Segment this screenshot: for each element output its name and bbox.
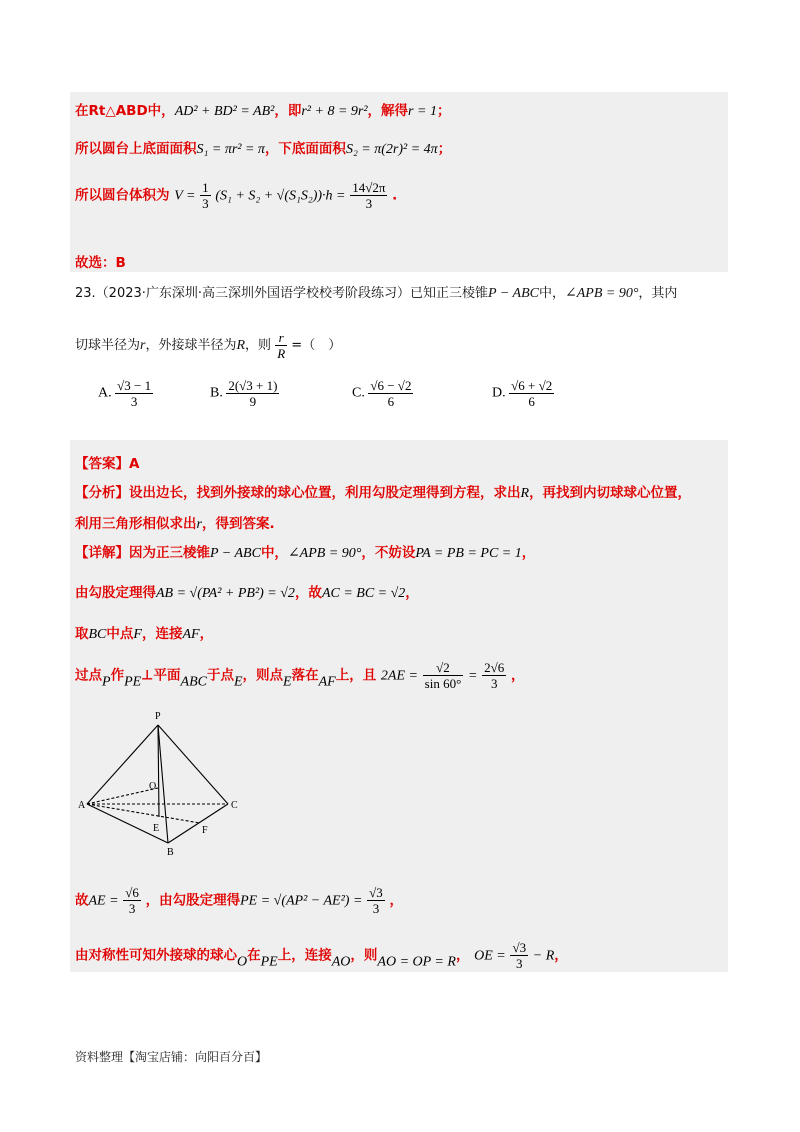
label-A: A — [78, 800, 86, 811]
fraction: $\frac{1}{3}$ — [202, 180, 209, 211]
sol22-line3: 所以圆台体积为 V = $\frac{1}{3}$ (S₁ + S₂ + √(S₁S₂))·h = $\frac{14√2\pi}{3}$ . — [75, 180, 398, 211]
segment-AO — [87, 788, 158, 804]
footer-source: 资料整理【淘宝店铺：向阳百分百】 — [75, 1050, 268, 1064]
detail-line2: 由勾股定理得AB = √(PA² + PB²) = √2，故AC = BC = √2， — [75, 585, 419, 601]
label-P: P — [155, 711, 161, 722]
answer: 【答案】A — [75, 456, 140, 472]
question-23-line1: 23.（2023·广东深圳·高三深圳外国语学校校考阶段练习）已知正三棱锥P − ABC中，∠APB = 90°，其内 — [75, 286, 678, 301]
detail-line4: 过点P作PE⊥平面ABC于点E，则点E落在AF上，且 2AE = $\frac{√2}{\sin 60^\circ}$ = $\frac{2√6}{3}$ ， — [75, 660, 525, 691]
label-B: B — [167, 847, 174, 858]
detail-line3: 取BC中点F，连接AF， — [75, 626, 214, 642]
sol22-choice: 故选：B — [75, 255, 126, 271]
option-d: D. $\frac{√6 + √2}{6}$ — [492, 378, 553, 409]
detail-line1: 【详解】因为正三棱锥P − ABC中，∠APB = 90°，不妨设PA = PB = PC = 1， — [75, 545, 536, 561]
label-E: E — [153, 823, 160, 834]
option-b: B. $\frac{2(√3 + 1)}{9}$ — [210, 378, 278, 409]
option-a: A. $\frac{√3 - 1}{3}$ — [98, 378, 152, 409]
question-23-line2: 切球半径为r，外接球半径为R，则 $\frac{r}{R}$ =（ ） — [75, 330, 342, 361]
fraction: $\frac{√2}{\sin 60^\circ}$ — [424, 660, 462, 691]
label-F: F — [202, 825, 208, 836]
fraction: $\frac{√3}{3}$ — [369, 885, 383, 916]
option-c: C. $\frac{√6 - √2}{6}$ — [352, 378, 412, 409]
segment-AF — [87, 804, 200, 823]
fraction: $\frac{14√2\pi}{3}$ — [352, 180, 386, 211]
analysis-line1: 【分析】设出边长，找到外接球的球心位置，利用勾股定理得到方程，求出R，再找到内切球球心位置， — [75, 485, 692, 501]
sol22-line1: 在Rt△ABD中，AD² + BD² = AB²，即r² + 8 = 9r²，解得r = 1； — [75, 103, 451, 119]
detail-line5: 故AE = $\frac{√6}{3}$ ，由勾股定理得PE = √(AP² − AE²) = $\frac{√3}{3}$ ， — [75, 885, 403, 916]
edge-PB — [158, 725, 168, 843]
detail-line6: 由对称性可知外接球的球心O在PE上，连接AO，则AO = OP = R， OE = $\frac{√3}{3}$ − R， — [75, 940, 568, 971]
analysis-line2: 利用三角形相似求出r，得到答案. — [75, 516, 275, 532]
fraction: $\frac{2√6}{3}$ — [484, 660, 505, 691]
label-O: O — [149, 781, 157, 792]
edge-PC — [158, 725, 228, 804]
fraction: $\frac{√6}{3}$ — [125, 885, 139, 916]
label-C: C — [231, 800, 238, 811]
fraction: $\frac{r}{R}$ — [277, 330, 286, 361]
pyramid-figure — [75, 705, 265, 860]
fraction: $\frac{√3}{3}$ — [512, 940, 527, 971]
edge-PA — [87, 725, 158, 804]
sol22-line2: 所以圆台上底面面积S₁ = πr² = π，下底面面积S₂ = π(2r)² = 4π； — [75, 141, 452, 157]
edge-BC — [168, 804, 228, 843]
